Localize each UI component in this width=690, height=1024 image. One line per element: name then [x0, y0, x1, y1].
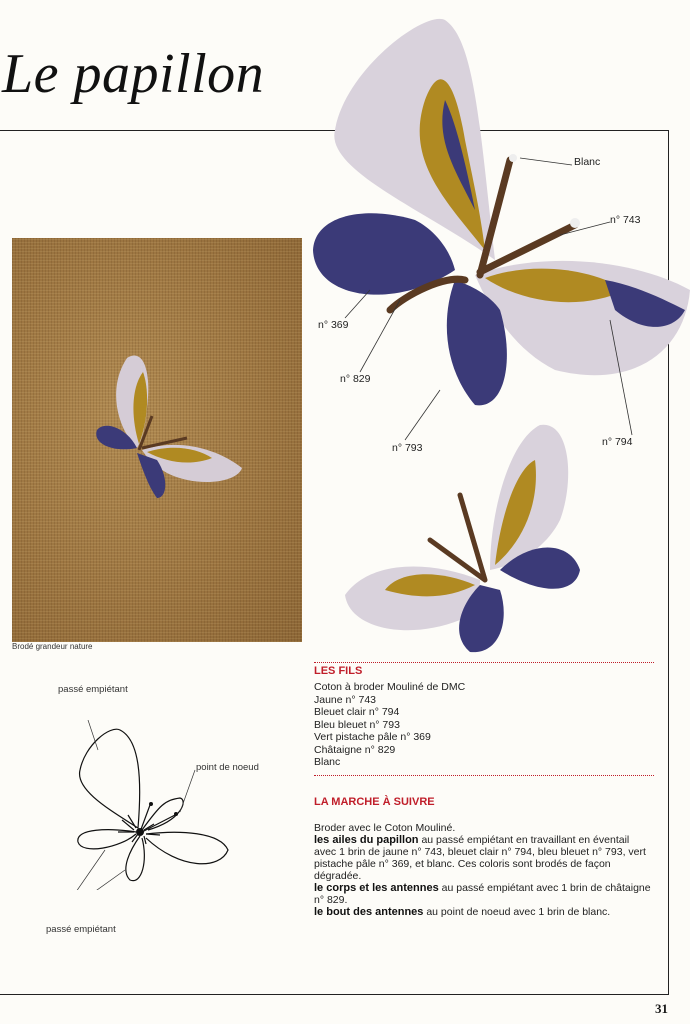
thread-line: Vert pistache pâle n° 369: [314, 731, 431, 743]
label-blanc: Blanc: [574, 156, 601, 168]
les-fils-heading: LES FILS: [314, 665, 363, 677]
diagram-label-right: point de noeud: [196, 762, 259, 773]
label-369: n° 369: [318, 319, 349, 331]
marche-item: [314, 882, 654, 906]
page-number: 31: [655, 1001, 668, 1016]
marche-item-title: les ailes du papillon: [314, 834, 419, 846]
marche-section: [314, 796, 654, 918]
marche-heading: LA MARCHE À SUIVRE: [314, 796, 435, 808]
photo-caption: Brodé grandeur nature: [12, 642, 93, 651]
les-fils-section: [314, 662, 654, 776]
marche-item-text: au passé empiétant en travaillant en éventail avec 1 brin de jaune n° 743, bleuet clair n° 794, bleu bleuet n° 793, vert pistache pâle n° 369, et blanc. Ces coloris sont brodés de façon dégradée.: [314, 834, 646, 882]
stitch-diagram: [70, 720, 250, 890]
marche-item-title: le corps et les antennes: [314, 882, 439, 894]
label-793: n° 793: [392, 442, 423, 454]
marche-item-text: au point de noeud avec 1 brin de blanc.: [423, 906, 611, 918]
marche-body: [314, 822, 654, 918]
label-829: n° 829: [340, 373, 371, 385]
thread-line: Coton à broder Mouliné de DMC: [314, 681, 466, 693]
label-743: n° 743: [610, 214, 641, 226]
marche-intro: Broder avec le Coton Mouliné.: [314, 822, 456, 834]
marche-item: [314, 834, 654, 882]
marche-item: [314, 906, 654, 918]
dotted-rule: [314, 775, 654, 776]
marche-item-title: le bout des antennes: [314, 906, 424, 918]
thread-line: Châtaigne n° 829: [314, 743, 396, 756]
thread-list: [314, 681, 654, 769]
thread-line: Blanc: [314, 756, 341, 768]
marche-item-text: au passé empiétant avec 1 brin de châtaigne n° 829.: [314, 882, 651, 906]
dotted-rule: [314, 662, 654, 663]
thread-line: Bleuet clair n° 794: [314, 706, 400, 718]
diagram-label-bottom: passé empiétant: [46, 924, 116, 935]
thread-line: Bleu bleuet n° 793: [314, 718, 400, 731]
thread-line: Jaune n° 743: [314, 693, 377, 706]
diagram-label-top: passé empiétant: [58, 684, 128, 695]
label-794: n° 794: [602, 436, 633, 448]
page-title: Le papillon: [2, 43, 265, 105]
